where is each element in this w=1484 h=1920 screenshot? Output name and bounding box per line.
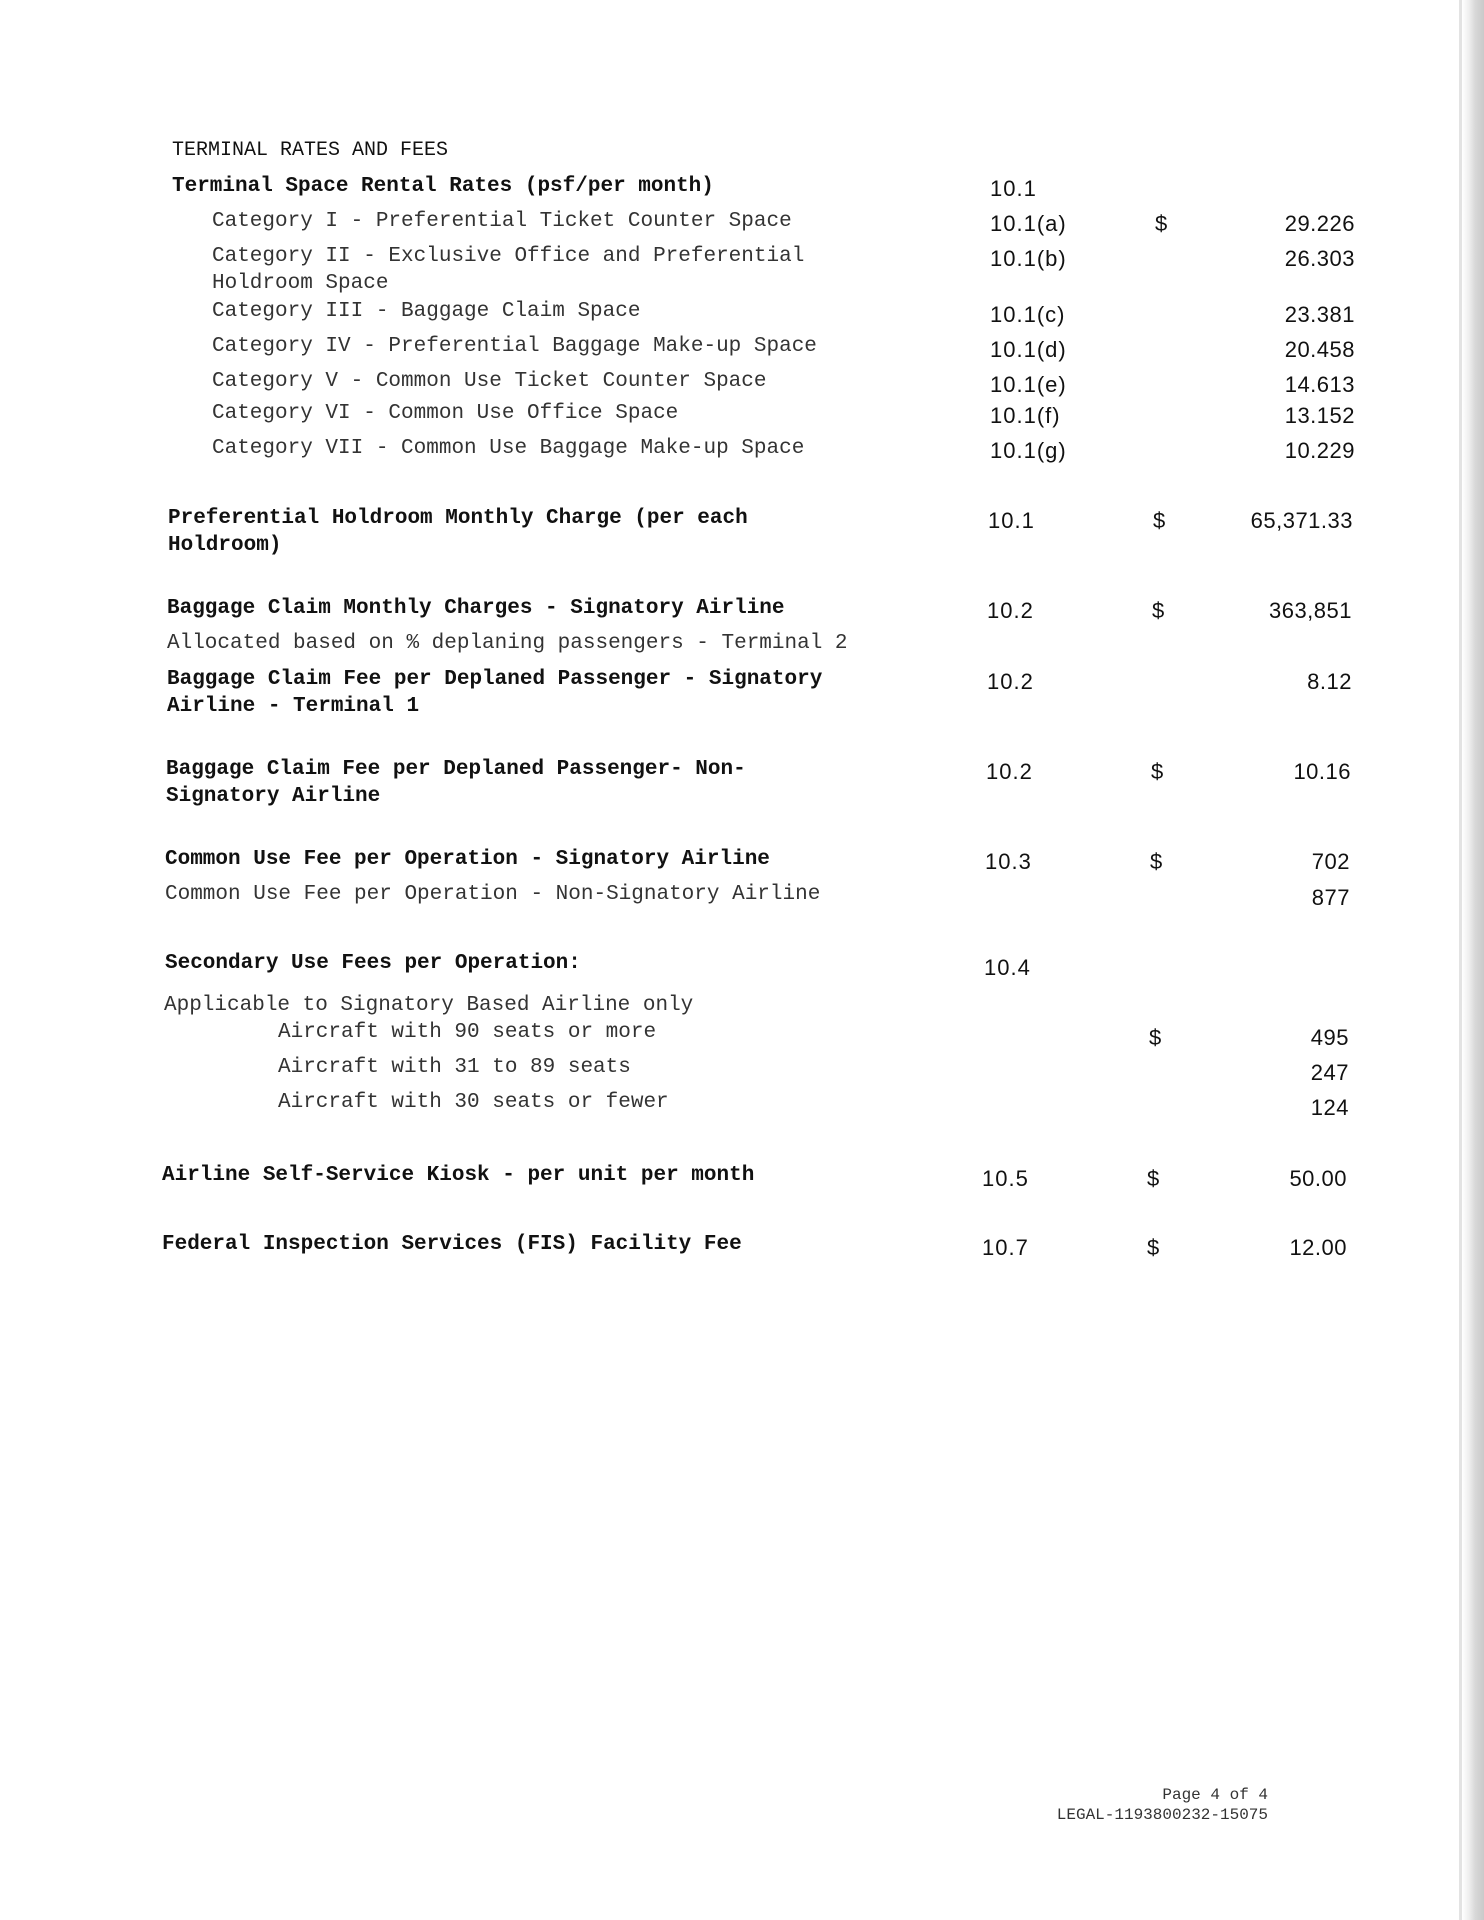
row-amount: 13.152 xyxy=(1284,403,1355,428)
row-currency: $ xyxy=(1155,211,1168,236)
row-amount: 702 xyxy=(1311,849,1350,874)
row-label: Terminal Space Rental Rates (psf/per month) xyxy=(172,175,714,198)
row-amount: 20.458 xyxy=(1284,337,1355,362)
row-label: Federal Inspection Services (FIS) Facility Fee xyxy=(162,1233,742,1256)
row-label: Aircraft with 30 seats or fewer xyxy=(278,1091,669,1114)
row-currency: $ xyxy=(1150,849,1163,874)
row-amount: 65,371.33 xyxy=(1250,508,1353,533)
row-section: 10.3 xyxy=(985,849,1032,874)
row-label: Baggage Claim Fee per Deplaned Passenger- Non- xyxy=(166,758,746,781)
row-amount: 26.303 xyxy=(1284,246,1355,271)
row-label: Preferential Holdroom Monthly Charge (per each xyxy=(168,507,748,530)
row-label-continued: Signatory Airline xyxy=(166,785,381,808)
row-section: 10.2 xyxy=(987,669,1034,694)
row-section: 10.1(c) xyxy=(990,302,1066,327)
row-amount: 14.613 xyxy=(1284,372,1355,397)
row-label: Common Use Fee per Operation - Non-Signatory Airline xyxy=(165,883,821,906)
row-section: 10.4 xyxy=(984,955,1031,980)
row-label: Category IV - Preferential Baggage Make-up Space xyxy=(212,335,817,358)
row-currency: $ xyxy=(1151,759,1164,784)
row-amount: 50.00 xyxy=(1289,1166,1347,1191)
row-section: 10.1(b) xyxy=(990,246,1067,271)
row-label: Secondary Use Fees per Operation: xyxy=(165,952,581,975)
row-section: 10.1(g) xyxy=(990,438,1067,463)
row-label: Common Use Fee per Operation - Signatory Airline xyxy=(165,848,770,871)
row-section: 10.2 xyxy=(986,759,1033,784)
row-note: Allocated based on % deplaning passengers - Terminal 2 xyxy=(167,632,848,655)
row-section: 10.1(f) xyxy=(990,403,1061,428)
row-label: Category VI - Common Use Office Space xyxy=(212,402,679,425)
row-currency: $ xyxy=(1149,1025,1162,1050)
row-amount: 10.16 xyxy=(1293,759,1351,784)
row-amount: 29.226 xyxy=(1284,211,1355,236)
row-amount: 12.00 xyxy=(1289,1235,1347,1260)
row-amount: 247 xyxy=(1310,1060,1349,1085)
row-amount: 877 xyxy=(1311,885,1350,910)
row-label-continued: Airline - Terminal 1 xyxy=(167,695,420,718)
page-footer xyxy=(950,1785,1268,1825)
row-amount: 8.12 xyxy=(1307,669,1352,694)
row-label: Category V - Common Use Ticket Counter Space xyxy=(212,370,767,393)
row-label-continued: Holdroom Space xyxy=(212,272,389,295)
page-edge-shadow xyxy=(1462,0,1484,1920)
row-amount: 124 xyxy=(1310,1095,1349,1120)
document-heading: TERMINAL RATES AND FEES xyxy=(172,139,449,162)
row-amount: 10.229 xyxy=(1284,438,1355,463)
row-section: 10.1 xyxy=(988,508,1035,533)
row-label: Category III - Baggage Claim Space xyxy=(212,300,641,323)
row-section: 10.1(e) xyxy=(990,372,1067,397)
row-section: 10.1 xyxy=(990,176,1037,201)
row-currency: $ xyxy=(1147,1235,1160,1260)
row-label-continued: Holdroom) xyxy=(168,534,282,557)
row-currency: $ xyxy=(1153,508,1166,533)
row-label: Airline Self-Service Kiosk - per unit per month xyxy=(162,1164,755,1187)
row-currency: $ xyxy=(1152,598,1165,623)
page-number: Page 4 of 4 xyxy=(1162,1786,1268,1804)
row-label: Aircraft with 31 to 89 seats xyxy=(278,1056,631,1079)
row-section: 10.2 xyxy=(987,598,1034,623)
row-section: 10.1(d) xyxy=(990,337,1067,362)
row-section: 10.1(a) xyxy=(990,211,1067,236)
row-label: Category I - Preferential Ticket Counter Space xyxy=(212,210,792,233)
row-label: Aircraft with 90 seats or more xyxy=(278,1021,657,1044)
row-label: Category VII - Common Use Baggage Make-up Space xyxy=(212,437,805,460)
row-note: Applicable to Signatory Based Airline only xyxy=(164,994,694,1017)
row-label: Baggage Claim Fee per Deplaned Passenger - Signatory xyxy=(167,668,823,691)
row-amount: 495 xyxy=(1310,1025,1349,1050)
row-label: Baggage Claim Monthly Charges - Signatory Airline xyxy=(167,597,785,620)
row-label: Category II - Exclusive Office and Preferential xyxy=(212,245,805,268)
row-amount: 363,851 xyxy=(1268,598,1352,623)
row-section: 10.5 xyxy=(982,1166,1029,1191)
row-currency: $ xyxy=(1147,1166,1160,1191)
row-section: 10.7 xyxy=(982,1235,1029,1260)
row-amount: 23.381 xyxy=(1284,302,1355,327)
document-id: LEGAL-1193800232-15075 xyxy=(1056,1806,1268,1824)
